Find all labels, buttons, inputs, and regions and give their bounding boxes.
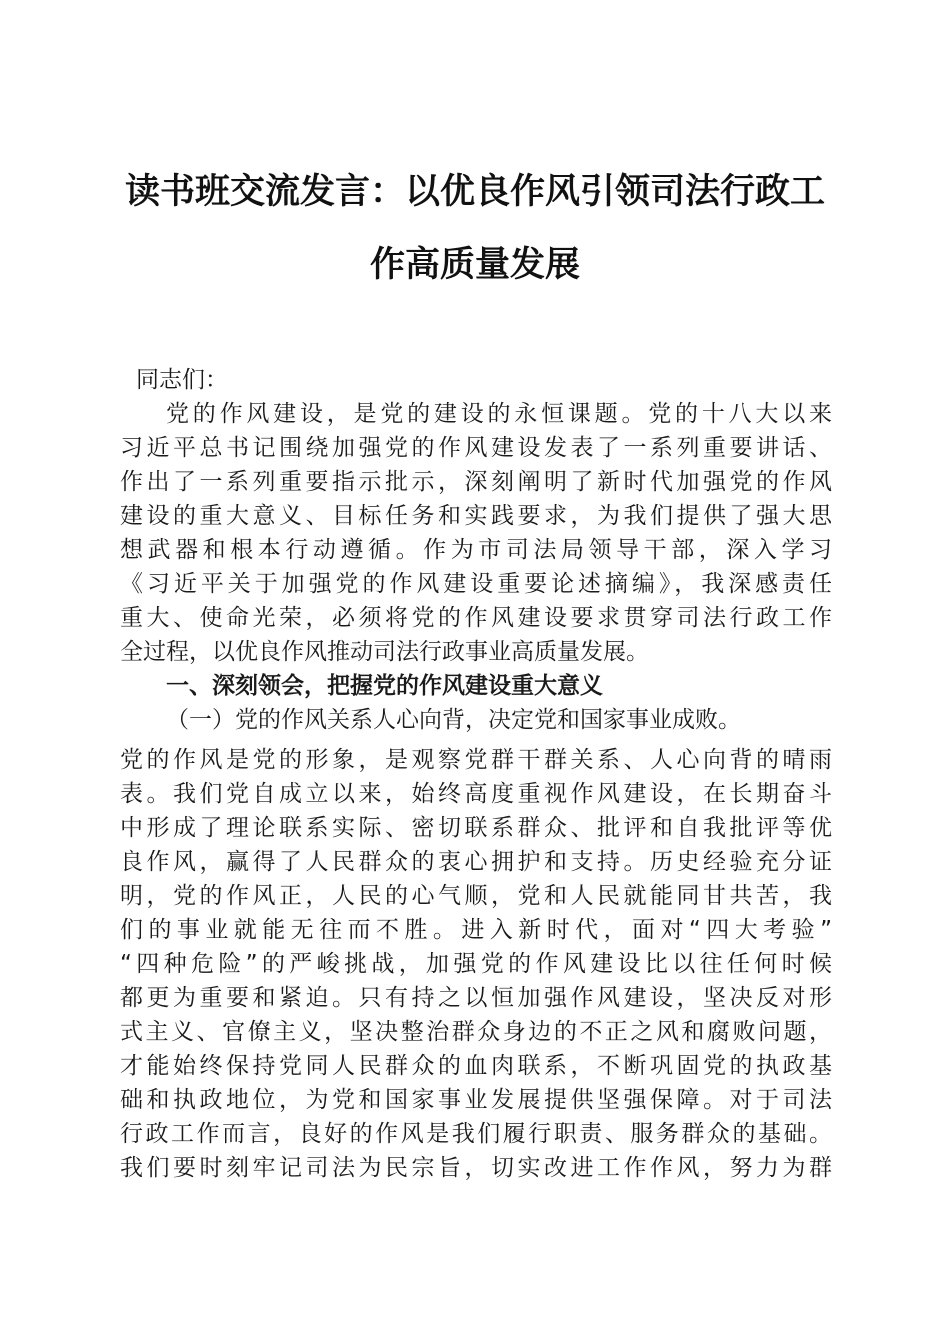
- paragraph-line: 明，党的作风正，人民的心气顺，党和人民就能同甘共苦，我: [120, 883, 832, 909]
- subsection-heading: （一）党的作风关系人心向背，决定党和国家事业成败。: [166, 707, 741, 733]
- salutation: 同志们：: [136, 367, 228, 393]
- paragraph-line: 习近平总书记围绕加强党的作风建设发表了一系列重要讲话、: [120, 435, 832, 461]
- paragraph-line: 作出了一系列重要指示批示，深刻阐明了新时代加强党的作风: [120, 469, 832, 495]
- paragraph-line: 党的作风是党的形象，是观察党群干群关系、人心向背的晴雨: [120, 747, 832, 773]
- paragraph-line: 才能始终保持党同人民群众的血肉联系，不断巩固党的执政基: [120, 1053, 832, 1079]
- paragraph-line: 表。我们党自成立以来，始终高度重视作风建设，在长期奋斗: [120, 781, 832, 807]
- paragraph-line: 们的事业就能无往而不胜。进入新时代，面对“四大考验”: [120, 917, 832, 943]
- document-title-line-1: 读书班交流发言：以优良作风引领司法行政工: [124, 171, 825, 212]
- paragraph-line: 中形成了理论联系实际、密切联系群众、批评和自我批评等优: [120, 815, 832, 841]
- paragraph-line: 我们要时刻牢记司法为民宗旨，切实改进工作作风，努力为群: [120, 1155, 832, 1181]
- paragraph-line: 重大、使命光荣，必须将党的作风建设要求贯穿司法行政工作: [120, 605, 832, 631]
- document-title-line-2: 作高质量发展: [369, 244, 580, 285]
- paragraph-line: 行政工作而言，良好的作风是我们履行职责、服务群众的基础。: [120, 1121, 832, 1147]
- paragraph-line: 建设的重大意义、目标任务和实践要求，为我们提供了强大思: [120, 503, 832, 529]
- paragraph-line: 《习近平关于加强党的作风建设重要论述摘编》，我深感责任: [120, 571, 832, 597]
- paragraph-line: 式主义、官僚主义，坚决整治群众身边的不正之风和腐败问题，: [120, 1019, 832, 1045]
- paragraph-line: 良作风，赢得了人民群众的衷心拥护和支持。历史经验充分证: [120, 849, 832, 875]
- paragraph-line: 想武器和根本行动遵循。作为市司法局领导干部，深入学习: [120, 537, 832, 563]
- paragraph-line: 党的作风建设，是党的建设的永恒课题。党的十八大以来: [166, 401, 832, 427]
- paragraph-line: “四种危险”的严峻挑战，加强党的作风建设比以往任何时候: [120, 951, 832, 977]
- paragraph-line: 础和执政地位，为党和国家事业发展提供坚强保障。对于司法: [120, 1087, 832, 1113]
- section-heading: 一、深刻领会，把握党的作风建设重大意义: [166, 673, 603, 699]
- paragraph-line: 都更为重要和紧迫。只有持之以恒加强作风建设，坚决反对形: [120, 985, 832, 1011]
- paragraph-line: 全过程，以优良作风推动司法行政事业高质量发展。: [120, 639, 649, 665]
